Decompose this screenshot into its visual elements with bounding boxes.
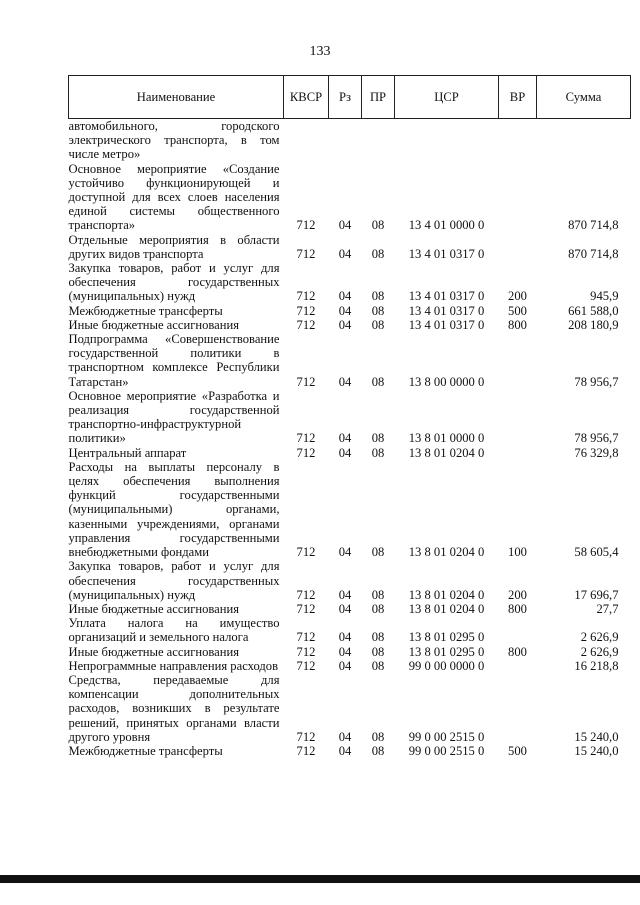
row-pr: 08 [371, 644, 385, 659]
row-name: Межбюджетные трансферты [68, 743, 223, 758]
row-name: Межбюджетные трансферты [68, 303, 223, 318]
row-csr: 13 8 01 0204 0 [408, 587, 485, 602]
row-csr: 13 8 01 0000 0 [408, 431, 485, 446]
row-kvsr: 712 [296, 303, 316, 318]
row-csr: 13 4 01 0000 0 [408, 218, 485, 233]
table-row [69, 389, 631, 446]
row-csr: 13 8 00 0000 0 [408, 374, 485, 389]
row-name: Непрограммные направления расходов [68, 658, 279, 673]
row-pr: 08 [371, 630, 385, 645]
table-row [69, 119, 631, 162]
row-vr: 500 [508, 303, 527, 318]
row-rz: 04 [338, 374, 352, 389]
row-pr: 08 [371, 587, 385, 602]
row-vr [499, 162, 537, 233]
row-name: Подпрограмма «Совершенствование государственной политики в транспортном комплексе Республики Татарстан» [68, 332, 280, 389]
row-name: Основное мероприятие «Разработка и реализация государственной транспортно-инфраструктурной политики» [68, 388, 280, 446]
row-pr: 08 [371, 545, 385, 560]
row-sum [537, 119, 631, 162]
row-rz: 04 [338, 545, 352, 560]
row-sum: 27,7 [596, 601, 619, 616]
row-name: Закупка товаров, работ и услуг для обеспечения государственных (муниципальных) нужд [68, 559, 280, 602]
header-kvsr: КВСР [284, 76, 329, 119]
row-rz: 04 [338, 246, 352, 261]
row-kvsr: 712 [296, 374, 316, 389]
row-pr: 08 [371, 431, 385, 446]
table-row [69, 602, 631, 616]
table-row [69, 446, 631, 460]
row-name: Расходы на выплаты персоналу в целях обеспечения выполнения функций государственными (муниципальными) органами, казенными учреждениями, органами управления государственными внебюджетными фондами [68, 459, 280, 560]
row-vr: 800 [508, 317, 527, 332]
row-kvsr: 712 [296, 317, 316, 332]
row-pr [362, 119, 395, 162]
row-csr: 99 0 00 2515 0 [408, 743, 485, 758]
row-vr [499, 616, 537, 644]
row-vr [499, 389, 537, 446]
table-row [69, 616, 631, 644]
row-pr: 08 [371, 317, 385, 332]
row-csr [395, 119, 499, 162]
row-sum: 870 714,8 [568, 246, 619, 261]
row-vr [499, 659, 537, 673]
row-csr: 13 8 01 0295 0 [408, 644, 485, 659]
row-kvsr: 712 [296, 630, 316, 645]
row-kvsr: 712 [296, 729, 316, 744]
row-sum: 945,9 [590, 289, 619, 304]
row-kvsr: 712 [296, 545, 316, 560]
row-csr: 99 0 00 2515 0 [408, 729, 485, 744]
table-row [69, 744, 631, 758]
row-kvsr: 712 [296, 445, 316, 460]
row-name: Средства, передаваемые для компенсации дополнительных расходов, возникших в результате решений, принятых органами власти другого уровня [68, 672, 280, 744]
header-name: Наименование [69, 76, 284, 119]
scan-bottom-edge [0, 875, 640, 883]
row-pr: 08 [371, 658, 385, 673]
row-rz: 04 [338, 317, 352, 332]
row-vr: 800 [508, 644, 527, 659]
row-sum: 78 956,7 [574, 374, 619, 389]
row-rz: 04 [338, 445, 352, 460]
row-vr [499, 332, 537, 389]
row-pr: 08 [371, 289, 385, 304]
row-sum: 17 696,7 [574, 587, 619, 602]
row-rz: 04 [338, 630, 352, 645]
row-rz: 04 [338, 601, 352, 616]
row-pr: 08 [371, 445, 385, 460]
row-rz: 04 [338, 303, 352, 318]
row-name: Уплата налога на имущество организаций и земельного налога [68, 616, 280, 645]
row-sum: 78 956,7 [574, 431, 619, 446]
row-rz: 04 [338, 431, 352, 446]
page-number: 133 [309, 44, 331, 59]
row-csr: 13 8 01 0295 0 [408, 630, 485, 645]
row-vr [499, 233, 537, 261]
row-name: Основное мероприятие «Создание устойчиво функционирующей и доступной для всех слоев населения единой системы общественного транспорта» [68, 161, 280, 233]
row-csr: 13 8 01 0204 0 [408, 601, 485, 616]
row-name: Иные бюджетные ассигнования [68, 644, 240, 659]
table-row [69, 304, 631, 318]
row-rz [329, 119, 362, 162]
row-kvsr: 712 [296, 289, 316, 304]
row-kvsr: 712 [296, 743, 316, 758]
row-csr: 13 4 01 0317 0 [408, 289, 485, 304]
row-csr: 13 4 01 0317 0 [408, 317, 485, 332]
row-sum: 15 240,0 [574, 743, 619, 758]
header-pr: ПР [362, 76, 395, 119]
header-vr: ВР [499, 76, 537, 119]
row-name: Отдельные мероприятия в области других видов транспорта [68, 232, 280, 261]
row-pr: 08 [371, 729, 385, 744]
table-row [69, 659, 631, 673]
row-rz: 04 [338, 218, 352, 233]
row-sum: 2 626,9 [580, 630, 619, 645]
header-csr: ЦСР [395, 76, 499, 119]
row-rz: 04 [338, 289, 352, 304]
table-row [69, 261, 631, 304]
row-name: Иные бюджетные ассигнования [68, 601, 240, 616]
row-vr: 800 [508, 601, 527, 616]
row-vr [499, 446, 537, 460]
row-name: Центральный аппарат [68, 445, 187, 460]
row-kvsr [284, 119, 329, 162]
row-csr: 13 4 01 0317 0 [408, 246, 485, 261]
row-pr: 08 [371, 218, 385, 233]
row-sum: 2 626,9 [580, 644, 619, 659]
row-sum: 58 605,4 [574, 545, 619, 560]
budget-table [68, 75, 631, 758]
row-sum: 15 240,0 [574, 729, 619, 744]
row-kvsr: 712 [296, 644, 316, 659]
row-csr: 99 0 00 0000 0 [408, 658, 485, 673]
header-rz: Рз [329, 76, 362, 119]
row-kvsr: 712 [296, 246, 316, 261]
table-row [69, 332, 631, 389]
row-rz: 04 [338, 729, 352, 744]
row-name: Закупка товаров, работ и услуг для обеспечения государственных (муниципальных) нужд [68, 261, 280, 304]
row-pr: 08 [371, 743, 385, 758]
row-vr [499, 119, 537, 162]
row-rz: 04 [338, 743, 352, 758]
row-kvsr: 712 [296, 218, 316, 233]
row-pr: 08 [371, 374, 385, 389]
table-header-row [69, 76, 631, 119]
row-kvsr: 712 [296, 431, 316, 446]
row-csr: 13 8 01 0204 0 [408, 545, 485, 560]
row-csr: 13 4 01 0317 0 [408, 303, 485, 318]
table-row [69, 460, 631, 559]
row-name: автомобильного, городского электрического транспорта, в том числе метро» [68, 119, 280, 162]
row-kvsr: 712 [296, 587, 316, 602]
table-row [69, 318, 631, 332]
table-row [69, 673, 631, 744]
row-sum: 870 714,8 [568, 218, 619, 233]
row-sum: 76 329,8 [574, 445, 619, 460]
table-row [69, 645, 631, 659]
row-rz: 04 [338, 644, 352, 659]
row-rz: 04 [338, 587, 352, 602]
row-pr: 08 [371, 601, 385, 616]
row-pr: 08 [371, 303, 385, 318]
row-vr: 200 [508, 587, 527, 602]
row-vr [499, 673, 537, 744]
row-vr: 500 [508, 743, 527, 758]
row-kvsr: 712 [296, 601, 316, 616]
row-sum: 661 588,0 [568, 303, 619, 318]
row-name: Иные бюджетные ассигнования [68, 317, 240, 332]
row-vr: 100 [508, 545, 527, 560]
table-row [69, 559, 631, 602]
row-kvsr: 712 [296, 658, 316, 673]
table-row [69, 233, 631, 261]
row-sum: 16 218,8 [574, 658, 619, 673]
row-csr: 13 8 01 0204 0 [408, 445, 485, 460]
row-vr: 200 [508, 289, 527, 304]
header-sum: Сумма [537, 76, 631, 119]
row-rz: 04 [338, 658, 352, 673]
row-pr: 08 [371, 246, 385, 261]
row-sum: 208 180,9 [568, 317, 619, 332]
table-row [69, 162, 631, 233]
